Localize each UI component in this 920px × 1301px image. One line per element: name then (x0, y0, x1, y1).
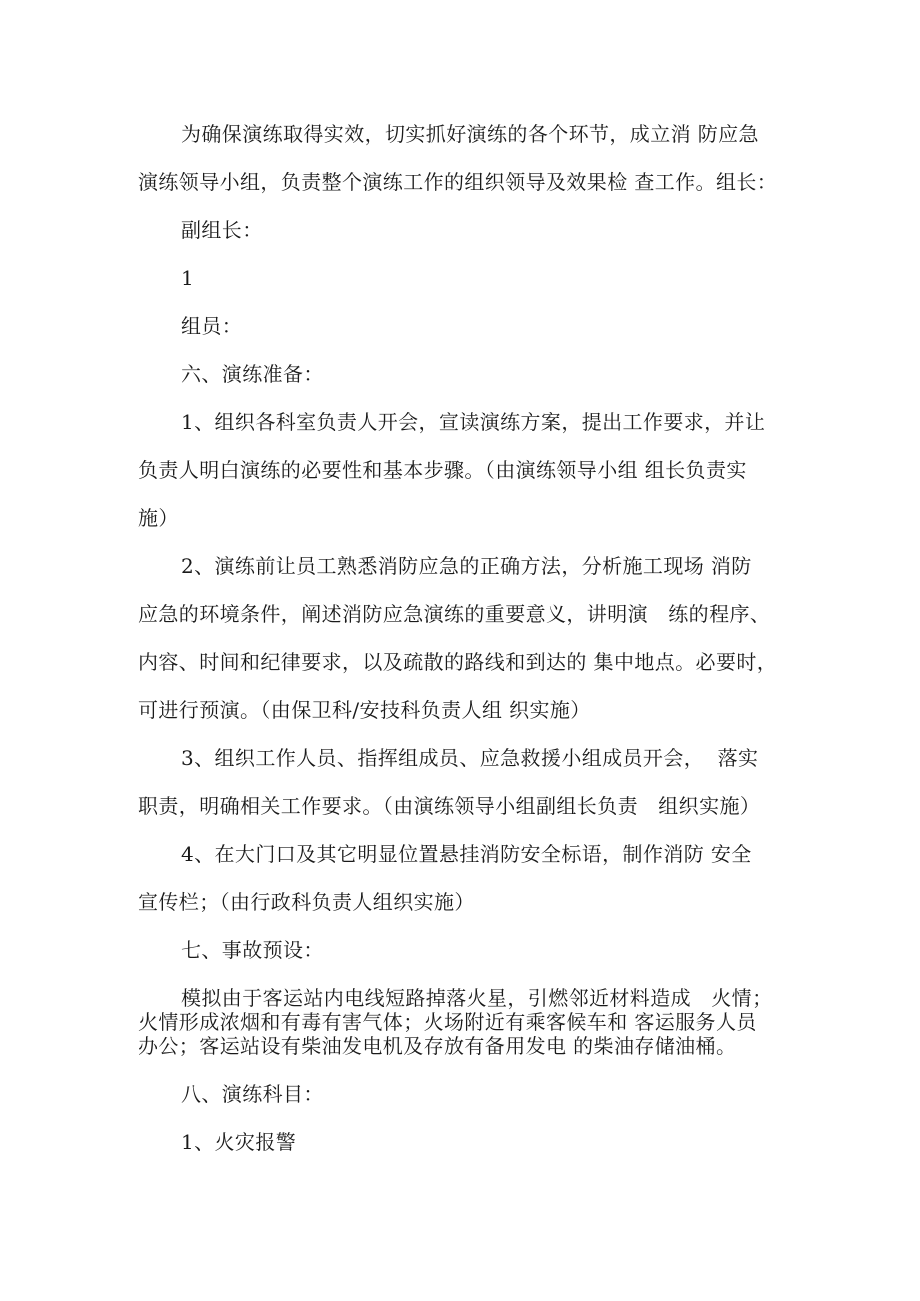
paragraph-line: 为确保演练取得实效，切实抓好演练的各个环节，成立消 防应急 (181, 122, 759, 146)
paragraph-line: 1 (181, 266, 195, 290)
paragraph-line: 2、演练前让员工熟悉消防应急的正确方法，分析施工现场 消防 (181, 554, 752, 578)
section-heading: 八、演练科目： (181, 1082, 324, 1106)
paragraph-line: 模拟由于客运站内电线短路掉落火星，引燃邻近材料造成 火情； (181, 986, 773, 1010)
paragraph-line: 职责，明确相关工作要求。（由演练领导小组副组长负责 组织实施） (138, 794, 761, 818)
paragraph-line: 1、火灾报警 (181, 1130, 297, 1154)
paragraph-line: 内容、时间和纪律要求，以及疏散的路线和到达的 集中地点。必要时， (138, 650, 778, 674)
paragraph-line: 3、组织工作人员、指挥组成员、应急救援小组成员开会， 落实 (181, 746, 759, 770)
paragraph-line: 副组长： (181, 218, 263, 242)
paragraph-line: 宣传栏；（由行政科负责人组织实施） (138, 890, 475, 914)
paragraph-line: 组员： (181, 314, 243, 338)
paragraph-line: 应急的环境条件，阐述消防应急演练的重要意义，讲明演 练的程序、 (138, 602, 771, 626)
paragraph-line: 1、组织各科室负责人开会，宣读演练方案，提出工作要求，并让 (181, 410, 766, 434)
paragraph-line: 火情形成浓烟和有毒有害气体；火场附近有乘客候车和 客运服务人员 (138, 1010, 757, 1034)
section-heading: 六、演练准备： (181, 362, 324, 386)
paragraph-line: 负责人明白演练的必要性和基本步骤。（由演练领导小组 组长负责实 (138, 458, 747, 482)
paragraph-line: 演练领导小组，负责整个演练工作的组织领导及效果检 查工作。组长： (138, 170, 778, 194)
paragraph-line: 办公；客运站设有柴油发电机及存放有备用发电 的柴油存储油桶。 (138, 1034, 737, 1058)
paragraph-line: 4、在大门口及其它明显位置悬挂消防安全标语，制作消防 安全 (181, 842, 752, 866)
section-heading: 七、事故预设： (181, 938, 324, 962)
paragraph-line: 施） (138, 506, 179, 530)
paragraph-line: 可进行预演。（由保卫科/安技科负责人组 织实施） (138, 698, 591, 722)
